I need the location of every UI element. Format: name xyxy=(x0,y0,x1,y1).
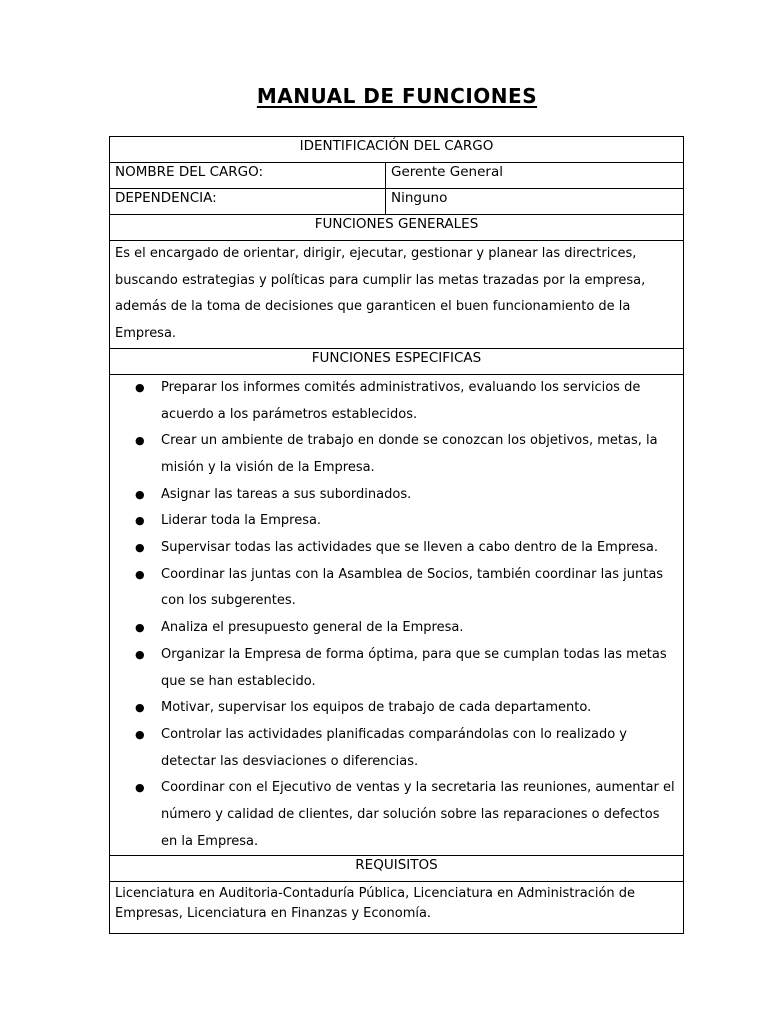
bullet-icon: ● xyxy=(135,380,145,394)
bullet-icon: ● xyxy=(135,567,145,581)
nombre-cargo-label: NOMBRE DEL CARGO: xyxy=(110,163,386,189)
list-item xyxy=(115,642,678,695)
list-item-text: Controlar las actividades planificadas comparándolas con lo realizado y detectar las desviaciones o diferencias. xyxy=(161,726,627,769)
list-item xyxy=(115,695,678,722)
list-item-text: Analiza el presupuesto general de la Empresa. xyxy=(161,620,464,636)
funciones-especificas-list xyxy=(115,375,678,856)
requisitos-header: REQUISITOS xyxy=(110,856,684,882)
bullet-icon: ● xyxy=(135,541,145,555)
list-item xyxy=(115,428,678,481)
list-item-text: Preparar los informes comités administrativos, evaluando los servicios de acuerdo a los parámetros establecidos. xyxy=(161,379,641,422)
list-item-text: Coordinar con el Ejecutivo de ventas y la secretaria las reuniones, aumentar el número y calidad de clientes, dar solución sobre las reparaciones o defectos en la Empresa. xyxy=(161,780,675,849)
requisitos-text: Licenciatura en Auditoria-Contaduría Pública, Licenciatura en Administración de Empresas, Licenciatura en Finanzas y Economía. xyxy=(110,882,684,934)
list-item xyxy=(115,508,678,535)
list-item xyxy=(115,562,678,615)
list-item xyxy=(115,775,678,855)
job-description-table xyxy=(109,136,684,934)
bullet-icon: ● xyxy=(135,781,145,795)
dependencia-value: Ninguno xyxy=(386,189,684,215)
list-item xyxy=(115,375,678,428)
document-title: MANUAL DE FUNCIONES xyxy=(256,84,538,108)
funciones-generales-text: Es el encargado de orientar, dirigir, ejecutar, gestionar y planear las directrices, buscando estrategias y políticas para cumplir las metas trazadas por la empresa, además de la toma de decisiones que garanticen el buen funcionamiento de la Empresa. xyxy=(110,241,684,349)
dependencia-label: DEPENDENCIA: xyxy=(110,189,386,215)
bullet-icon: ● xyxy=(135,647,145,661)
list-item-text: Crear un ambiente de trabajo en donde se conozcan los objetivos, metas, la misión y la visión de la Empresa. xyxy=(161,433,658,475)
nombre-cargo-value: Gerente General xyxy=(386,163,684,189)
bullet-icon: ● xyxy=(135,487,145,501)
bullet-icon: ● xyxy=(135,621,145,635)
funciones-especificas-header: FUNCIONES ESPECIFICAS xyxy=(110,348,684,374)
list-item-text: Liderar toda la Empresa. xyxy=(161,513,322,529)
funciones-especificas-cell xyxy=(110,374,684,856)
list-item xyxy=(115,722,678,775)
list-item-text: Supervisar todas las actividades que se lleven a cabo dentro de la Empresa. xyxy=(161,540,659,556)
bullet-icon: ● xyxy=(135,727,145,741)
list-item-text: Motivar, supervisar los equipos de trabajo de cada departamento. xyxy=(161,700,592,716)
list-item-text: Organizar la Empresa de forma óptima, para que se cumplan todas las metas que se han establecido. xyxy=(161,646,667,689)
list-item xyxy=(115,615,678,642)
list-item xyxy=(115,482,678,509)
list-item-text: Coordinar las juntas con la Asamblea de Socios, también coordinar las juntas con los subgerentes. xyxy=(161,566,664,609)
bullet-icon: ● xyxy=(135,514,145,528)
list-item-text: Asignar las tareas a sus subordinados. xyxy=(161,486,412,502)
funciones-generales-header: FUNCIONES GENERALES xyxy=(110,215,684,241)
bullet-icon: ● xyxy=(135,701,145,715)
identificacion-header: IDENTIFICACIÓN DEL CARGO xyxy=(110,137,684,163)
bullet-icon: ● xyxy=(135,434,145,448)
list-item xyxy=(115,535,678,562)
